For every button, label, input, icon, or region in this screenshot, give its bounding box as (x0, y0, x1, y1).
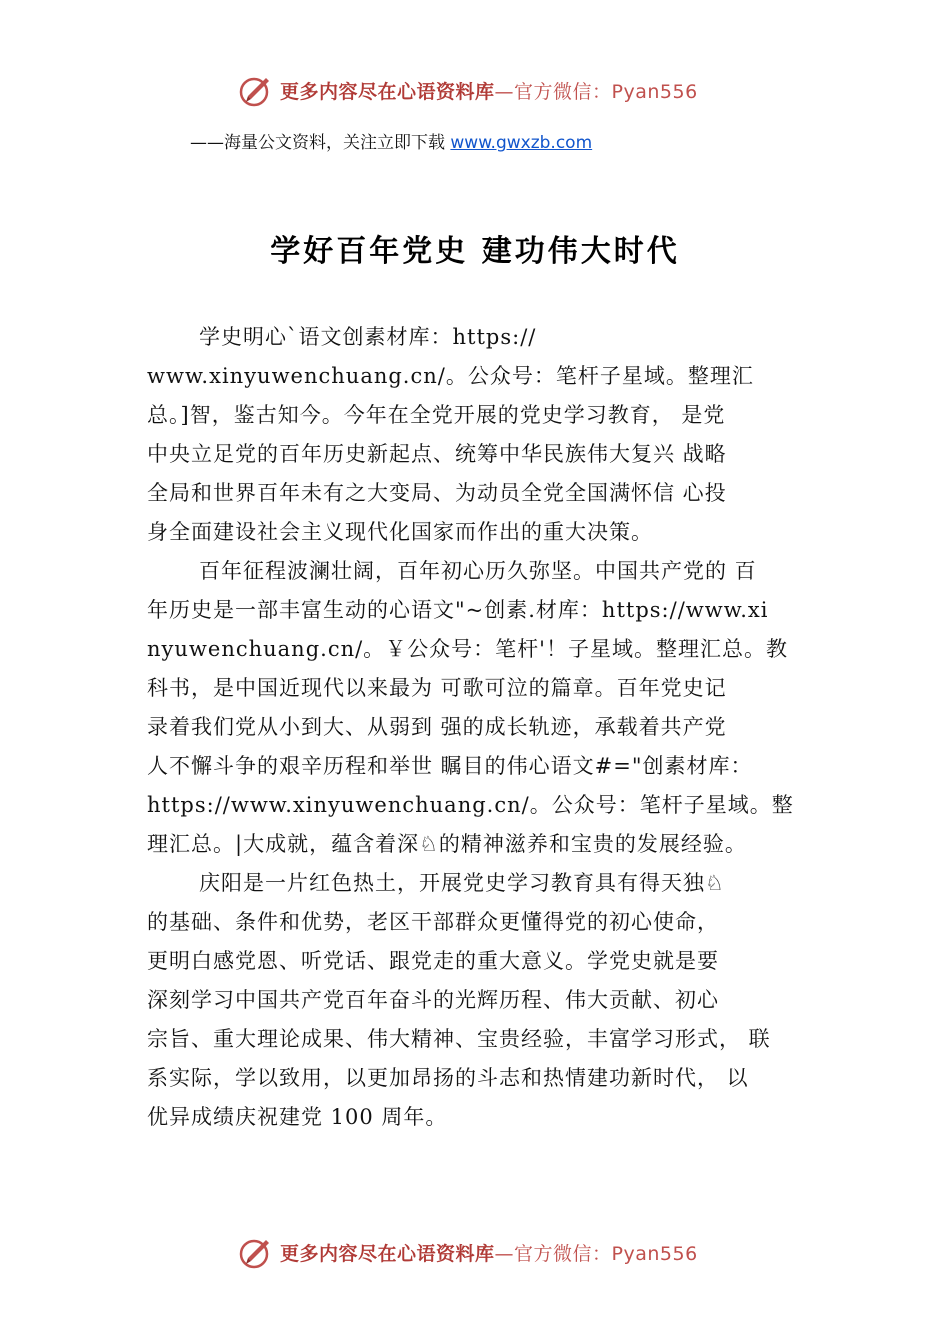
wechat-text: 官方微信：Pyan556 (514, 80, 698, 103)
download-note-text: ——海量公文资料，关注立即下载 (190, 133, 451, 153)
brand-text: 更多内容尽在心语资料库 (280, 1242, 495, 1265)
footer-banner (0, 1232, 950, 1272)
text-line: 科书，是中国近现代以来最为 可歌可泣的篇章。百年党史记 (147, 676, 727, 700)
quill-logo-icon (238, 1234, 274, 1270)
text-line: 录着我们党从小到大、从弱到 强的成长轨迹，承载着共产党 (147, 715, 727, 739)
article-body (147, 318, 827, 1137)
banner-separator: — (494, 80, 515, 103)
text-line: 学史明心`语文创素材库：https:// (199, 325, 537, 349)
text-line: 全局和世界百年未有之大变局、为动员全党全国满怀信 心投 (147, 481, 727, 505)
page-title: 学好百年党史 建功伟大时代 (270, 234, 680, 269)
text-line: 理汇总。|大成就，蕴含着深♘的精神滋养和宝贵的发展经验。 (147, 832, 747, 856)
text-line: 身全面建设社会主义现代化国家而作出的重大决策。 (147, 520, 653, 544)
brand-text: 更多内容尽在心语资料库 (280, 80, 495, 103)
text-line: www.xinyuwenchuang.cn/。公众号：笔杆子星域。整理汇 (147, 364, 754, 388)
text-line: 年历史是一部丰富生动的心语文"~创素.材库：https://www.xi (147, 598, 769, 622)
text-line: 总。]智，鉴古知今。今年在全党开展的党史学习教育， 是党 (147, 403, 726, 427)
text-line: 中央立足党的百年历史新起点、统筹中华民族伟大复兴 战略 (147, 442, 727, 466)
text-line: 人不懈斗争的艰辛历程和举世 瞩目的伟心语文#="创素材库： (147, 754, 753, 778)
text-line: nyuwenchuang.cn/。￥公众号：笔杆'！子星域。整理汇总。教 (147, 637, 788, 661)
text-line: 系实际，学以致用，以更加昂扬的斗志和热情建功新时代， 以 (147, 1066, 749, 1090)
banner-separator: — (494, 1242, 515, 1265)
wechat-text: 官方微信：Pyan556 (514, 1242, 698, 1265)
quill-logo-icon (238, 72, 274, 108)
text-line: 优异成绩庆祝建党 100 周年。 (147, 1105, 448, 1129)
text-line: 更明白感党恩、听党话、跟党走的重大意义。学党史就是要 (147, 949, 719, 973)
text-line: 百年征程波澜壮阔，百年初心历久弥坚。中国共产党的 百 (199, 559, 757, 583)
download-note (190, 128, 592, 153)
text-line: 庆阳是一片红色热土，开展党史学习教育具有得天独♘ (199, 871, 725, 895)
header-banner (0, 70, 950, 110)
text-line: https://www.xinyuwenchuang.cn/。公众号：笔杆子星域。整 (147, 793, 794, 817)
text-line: 深刻学习中国共产党百年奋斗的光辉历程、伟大贡献、初心 (147, 988, 719, 1012)
site-link[interactable]: www.gwxzb.com (450, 133, 593, 153)
text-line: 的基础、条件和优势，老区干部群众更懂得党的初心使命， (147, 910, 719, 934)
text-line: 宗旨、重大理论成果、伟大精神、宝贵经验，丰富学习形式， 联 (147, 1027, 771, 1051)
